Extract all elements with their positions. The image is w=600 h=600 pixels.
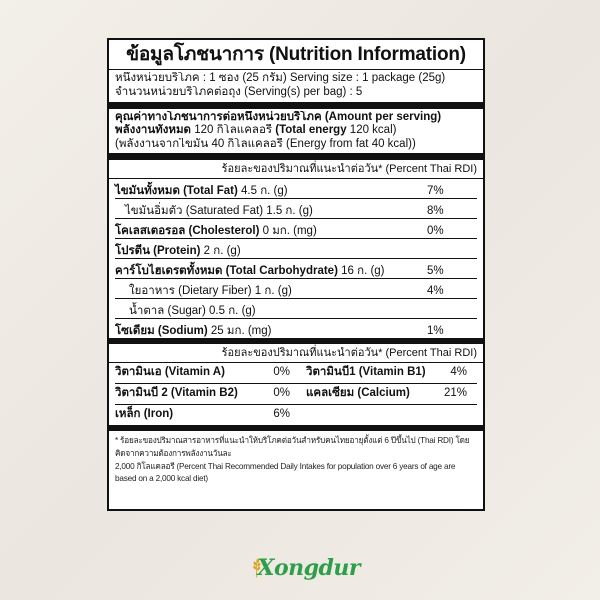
vitamin-row [115, 363, 477, 384]
nutrient-name [115, 325, 271, 339]
energy-value: 120 กิโลแคลอรี [194, 124, 273, 137]
vitamin-label: วิตามินบี 2 (Vitamin B2) [115, 387, 238, 400]
vitamin-percent: 4% [450, 366, 467, 379]
amount-heading: คุณค่าทางโภชนาการต่อหนึ่งหน่วยบริโภค (Amount per serving) [115, 110, 442, 123]
footnote-line-2: 2,000 กิโลแคลอรี (Percent Thai Recommended Daily Intakes for population over 6 years of age are based on a 2,000 kcal diet) [115, 461, 456, 484]
nutrient-name [115, 305, 256, 319]
nutrient-percent: 5% [427, 264, 444, 277]
vitamin-percent: 21% [443, 387, 467, 400]
nutrient-percent: 8% [427, 204, 444, 217]
nutrient-list [109, 179, 483, 338]
vitamin-cell [296, 387, 477, 401]
vitamin-percent: 6% [273, 408, 290, 421]
vitamin-cell [115, 366, 296, 380]
label-title: ข้อมูลโภชนาการ (Nutrition Information) [109, 40, 483, 70]
nutrient-name [115, 225, 317, 239]
nutrient-name [115, 205, 313, 219]
nutrient-bold-label: ไขมันทั้งหมด (Total Fat) [115, 184, 238, 197]
vitamin-percent: 0% [273, 366, 290, 379]
vitamin-row [115, 405, 477, 425]
vitamin-cell [115, 408, 296, 422]
footnote-line-1: * ร้อยละของปริมาณสารอาหารที่แนะนำให้บริโภคต่อวันสำหรับคนไทยอายุตั้งแต่ 6 ปีขึ้นไป (Thai RDI) โดยคิดจากความต้องการพลังงานวันละ [115, 436, 470, 458]
brand-logo [250, 548, 360, 588]
vitamin-row [115, 384, 477, 405]
serving-size: หนึ่งหน่วยบริโภค : 1 ซอง (25 กรัม) Serving size : 1 package (25g) [115, 72, 446, 85]
serving-section [109, 70, 483, 102]
nutrient-row [115, 219, 477, 239]
nutrient-bold-label: คาร์โบไฮเดรตทั้งหมด (Total Carbohydrate) [115, 264, 338, 277]
nutrient-name [115, 285, 292, 299]
vitamin-cell [115, 387, 296, 401]
energy-label: พลังงานทั้งหมด [115, 124, 192, 137]
brand-name: Xongdur [257, 555, 360, 581]
nutrient-bold-label: โคเลสเตอรอล (Cholesterol) [115, 224, 260, 237]
vitamin-label: วิตามินบี1 (Vitamin B1) [306, 366, 426, 379]
nutrient-name [115, 245, 241, 259]
nutrient-amount: 25 มก. (mg) [207, 324, 272, 337]
nutrient-row [115, 179, 477, 199]
vitamin-cell [296, 366, 477, 380]
nutrient-amount: 4.5 ก. (g) [237, 184, 288, 197]
nutrient-amount: 16 ก. (g) [337, 264, 385, 277]
nutrient-amount: ใยอาหาร (Dietary Fiber) 1 ก. (g) [129, 284, 292, 297]
nutrient-row [115, 319, 477, 338]
nutrient-percent: 0% [427, 224, 444, 237]
nutrient-amount: ไขมันอิ่มตัว (Saturated Fat) 1.5 ก. (g) [125, 204, 313, 217]
nutrient-amount: 2 ก. (g) [200, 244, 241, 257]
vitamin-label: แคลเซียม (Calcium) [306, 387, 410, 400]
nutrient-row [115, 299, 477, 319]
rdi-heading-vitamins: ร้อยละของปริมาณที่แนะนำต่อวัน* (Percent Thai RDI) [109, 344, 483, 363]
total-energy [115, 124, 477, 138]
nutrient-row [115, 199, 477, 219]
nutrient-amount: น้ำตาล (Sugar) 0.5 ก. (g) [129, 304, 256, 317]
nutrient-row [115, 259, 477, 279]
nutrient-bold-label: โปรตีน (Protein) [115, 244, 201, 257]
nutrient-name [115, 265, 385, 279]
vitamin-percent: 0% [273, 387, 290, 400]
nutrient-amount: 0 มก. (mg) [259, 224, 317, 237]
energy-en-label: (Total energy [275, 124, 347, 137]
vitamin-grid [109, 363, 483, 425]
nutrition-label [107, 38, 485, 511]
nutrient-row [115, 279, 477, 299]
rdi-heading: ร้อยละของปริมาณที่แนะนำต่อวัน* (Percent Thai RDI) [109, 160, 483, 179]
servings-per-bag: จำนวนหน่วยบริโภคต่อถุง (Serving(s) per bag) : 5 [115, 85, 363, 98]
vitamin-label: เหล็ก (Iron) [115, 408, 174, 421]
nutrient-percent: 4% [427, 284, 444, 297]
nutrient-bold-label: โซเดียม (Sodium) [115, 324, 208, 337]
nutrient-percent: 1% [427, 324, 444, 337]
vitamin-label: วิตามินเอ (Vitamin A) [115, 366, 225, 379]
energy-en-value: 120 kcal) [349, 124, 397, 137]
amount-section [109, 109, 483, 155]
nutrient-name [115, 185, 288, 199]
nutrient-percent: 7% [427, 184, 444, 197]
fat-energy: (พลังงานจากไขมัน 40 กิโลแคลอรี (Energy from fat 40 kcal)) [115, 137, 416, 150]
footnote [109, 431, 483, 490]
nutrient-row [115, 239, 477, 259]
